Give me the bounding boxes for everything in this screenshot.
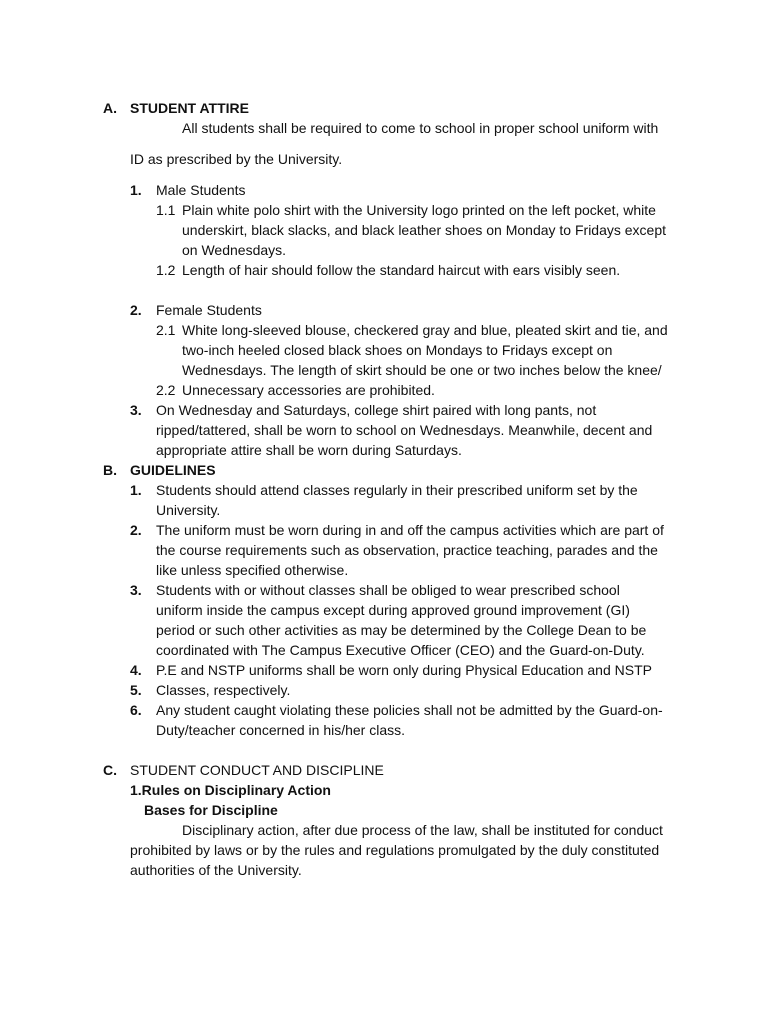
- list-item-text: The uniform must be worn during in and off the campus activities which are part of: [156, 522, 664, 538]
- list-number: 1.: [130, 482, 142, 498]
- list-item-text: White long-sleeved blouse, checkered gray and blue, pleated skirt and tie, and: [182, 322, 668, 338]
- list-number: 1.: [130, 182, 142, 198]
- section-letter-b: B.: [103, 462, 117, 478]
- list-item-text: appropriate attire shall be worn during Saturdays.: [156, 442, 462, 458]
- paragraph-line: All students shall be required to come to school in proper school uniform with: [182, 120, 659, 136]
- list-item-text: uniform inside the campus except during approved ground improvement (GI): [156, 602, 630, 618]
- list-item-text: two-inch heeled closed black shoes on Mondays to Fridays except on: [182, 342, 613, 358]
- list-item-text: Classes, respectively.: [156, 682, 291, 698]
- paragraph-line: Disciplinary action, after due process of the law, shall be instituted for conduct: [182, 822, 663, 838]
- list-item-label: Male Students: [156, 182, 246, 198]
- list-item-text: Length of hair should follow the standard haircut with ears visibly seen.: [182, 262, 621, 278]
- list-item-text: on Wednesdays.: [182, 242, 287, 258]
- list-item-text: Students should attend classes regularly in their prescribed uniform set by the: [156, 482, 638, 498]
- section-letter-c: C.: [103, 762, 117, 778]
- sublist-number: 1.1: [156, 202, 176, 218]
- list-item-text: period or such other activities as may be determined by the College Dean to be: [156, 622, 647, 638]
- list-item-text: underskirt, black slacks, and black leather shoes on Monday to Fridays except: [182, 222, 667, 238]
- list-item-text: Wednesdays. The length of skirt should be one or two inches below the knee/: [182, 362, 662, 378]
- section-heading-a: STUDENT ATTIRE: [130, 100, 249, 116]
- sublist-number: 1.2: [156, 262, 176, 278]
- list-item-text: Duty/teacher concerned in his/her class.: [156, 722, 406, 738]
- subheading: 1.Rules on Disciplinary Action: [130, 782, 331, 798]
- paragraph-line: authorities of the University.: [130, 862, 302, 878]
- sublist-number: 2.2: [156, 382, 176, 398]
- section-letter-a: A.: [103, 100, 117, 116]
- list-number: 2.: [130, 302, 142, 318]
- paragraph-line: ID as prescribed by the University.: [130, 151, 343, 167]
- list-item-text: like unless specified otherwise.: [156, 562, 349, 578]
- list-number: 2.: [130, 522, 142, 538]
- list-item-text: coordinated with The Campus Executive Officer (CEO) and the Guard-on-Duty.: [156, 642, 645, 658]
- list-item-text: P.E and NSTP uniforms shall be worn only during Physical Education and NSTP: [156, 662, 652, 678]
- section-heading-b: GUIDELINES: [130, 462, 216, 478]
- list-item-text: Students with or without classes shall be obliged to wear prescribed school: [156, 582, 620, 598]
- list-item-text: University.: [156, 502, 221, 518]
- list-item-text: Plain white polo shirt with the University logo printed on the left pocket, white: [182, 202, 656, 218]
- list-number: 6.: [130, 702, 142, 718]
- list-number: 3.: [130, 402, 142, 418]
- list-item-text: Unnecessary accessories are prohibited.: [182, 382, 435, 398]
- subheading: Bases for Discipline: [144, 802, 278, 818]
- list-item-text: Any student caught violating these policies shall not be admitted by the Guard-on-: [156, 702, 663, 718]
- list-item-text: On Wednesday and Saturdays, college shirt paired with long pants, not: [156, 402, 597, 418]
- list-number: 5.: [130, 682, 142, 698]
- list-number: 4.: [130, 662, 142, 678]
- list-item-label: Female Students: [156, 302, 262, 318]
- sublist-number: 2.1: [156, 322, 176, 338]
- list-item-text: the course requirements such as observation, practice teaching, parades and the: [156, 542, 658, 558]
- paragraph-line: prohibited by laws or by the rules and regulations promulgated by the duly constituted: [130, 842, 660, 858]
- list-item-text: ripped/tattered, shall be worn to school on Wednesdays. Meanwhile, decent and: [156, 422, 653, 438]
- section-heading-c: STUDENT CONDUCT AND DISCIPLINE: [130, 762, 384, 778]
- list-number: 3.: [130, 582, 142, 598]
